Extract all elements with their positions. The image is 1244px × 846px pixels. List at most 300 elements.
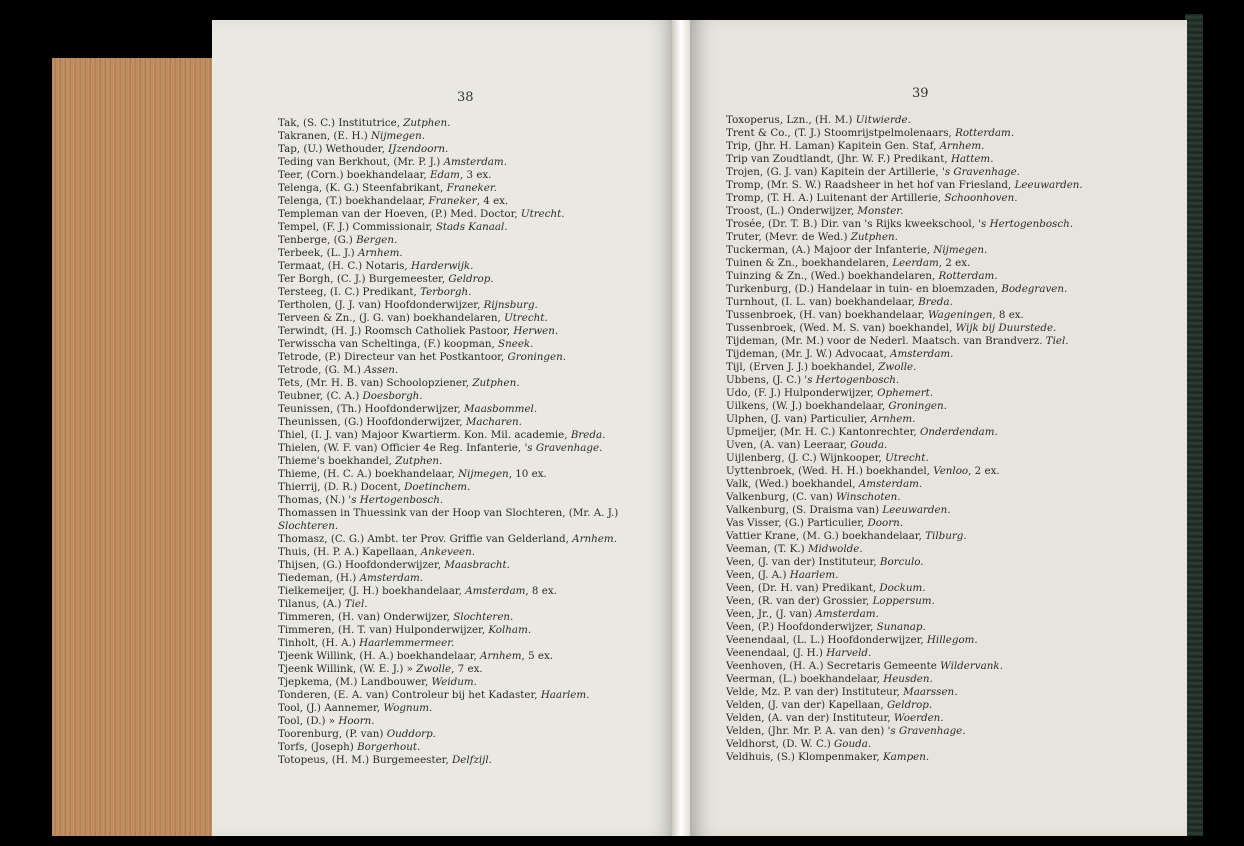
entry-place: Leeuwarden. (1014, 179, 1083, 191)
entry-place: Nijmegen (458, 468, 509, 480)
entry-text: Trent & Co., (T. J.) Stoomrijstpelmolenaars, (726, 127, 956, 139)
entry-place: Onderdendam. (919, 426, 998, 438)
directory-entry (726, 634, 1083, 647)
entry-place: Terborgh. (420, 286, 472, 298)
entry-place: Utrecht. (885, 452, 929, 464)
entry-text: Truter, (Mevr. de Wed.) (726, 231, 851, 243)
directory-entry (278, 533, 618, 546)
entry-text: , 2 ex. (968, 465, 1000, 477)
entry-text: Veen, (J. A.) (726, 569, 790, 581)
directory-entry (278, 286, 618, 299)
entry-text: Tuckerman, (A.) Majoor der Infanterie, (726, 244, 934, 256)
entry-place: Arnhem. (357, 247, 403, 259)
entry-place: Woerden. (893, 712, 944, 724)
directory-entry (278, 481, 618, 494)
directory-entry (726, 582, 1083, 595)
directory-entry (726, 413, 1083, 426)
entry-text: Trojen, (G. J. van) Kapitein der Artillerie, (726, 166, 942, 178)
directory-entry (726, 257, 1083, 270)
directory-entry (726, 530, 1083, 543)
book-cover-edge (1185, 14, 1203, 836)
directory-entry (726, 296, 1083, 309)
entry-place: Maarssen. (903, 686, 958, 698)
entry-text: Thielen, (W. F. van) Officier 4e Reg. Infanterie, (278, 442, 525, 454)
entry-text: Tielkemeijer, (J. H.) boekhandelaar, (278, 585, 466, 597)
entry-text: Trip, (Jhr. H. Laman) Kapitein Gen. Staf, (726, 140, 940, 152)
entry-text: Tromp, (Mr. S. W.) Raadsheer in het hof van Friesland, (726, 179, 1015, 191)
directory-entry (726, 400, 1083, 413)
directory-entry (726, 218, 1083, 231)
entry-text: Udo, (F. J.) Hulponderwijzer, (726, 387, 878, 399)
directory-entry (726, 309, 1083, 322)
entry-place: Zwolle. (878, 361, 917, 373)
entry-place: Maasbommel. (464, 403, 538, 415)
entry-place: Arnhem. (572, 533, 617, 545)
directory-entry (726, 426, 1083, 439)
directory-entry (278, 611, 618, 624)
directory-entry (278, 663, 618, 676)
entry-text: Terbeek, (L. J.) (278, 247, 358, 259)
entry-text: Troost, (L.) Onderwijzer, (726, 205, 858, 217)
entry-place: Gouda. (850, 439, 888, 451)
directory-entry (726, 673, 1083, 686)
entry-text: Tussenbroek, (H. van) boekhandelaar, (726, 309, 928, 321)
directory-entry (726, 270, 1083, 283)
entry-place: Macharen. (465, 416, 522, 428)
page-number-left: 38 (457, 90, 474, 105)
directory-entry (278, 598, 618, 611)
entry-place: Hoorn. (338, 715, 375, 727)
directory-entry (726, 517, 1083, 530)
directory-entry (278, 221, 618, 234)
directory-entry (726, 478, 1083, 491)
entry-text: Termaat, (H. C.) Notaris, (278, 260, 411, 272)
directory-entry (278, 585, 618, 598)
entry-place: IJzendoorn. (388, 143, 449, 155)
entry-text: Tempel, (F. J.) Commissionair, (278, 221, 436, 233)
entry-text: Tjeenk Willink, (H. A.) boekhandelaar, (278, 650, 481, 662)
directory-entry (726, 283, 1083, 296)
directory-entry (726, 179, 1083, 192)
directory-entry (726, 192, 1083, 205)
entry-place: Dockum. (879, 582, 926, 594)
entry-place: Rotterdam. (938, 270, 998, 282)
entry-place: Wageningen (927, 309, 993, 321)
entry-text: Tinholt, (H. A.) (278, 637, 360, 649)
directory-entry (278, 676, 618, 689)
entry-place: Utrecht. (504, 312, 548, 324)
entry-place: Tiel. (1045, 335, 1069, 347)
directory-entry (278, 247, 618, 260)
entry-text: Vas Visser, (G.) Particulier, (726, 517, 868, 529)
directory-entry (726, 751, 1083, 764)
directory-entry (726, 361, 1083, 374)
directory-entry (278, 572, 618, 585)
left-page-entries (278, 117, 618, 767)
entry-text: Timmeren, (H. T. van) Hulponderwijzer, (278, 624, 489, 636)
directory-entry (278, 728, 618, 741)
entry-place: Haarlem. (540, 689, 590, 701)
entry-place: Wognum. (383, 702, 433, 714)
entry-text: Teer, (Corn.) boekhandelaar, (278, 169, 430, 181)
directory-entry (278, 351, 618, 364)
entry-text: Tool, (D.) » (278, 715, 339, 727)
entry-place: Kampen. (882, 751, 930, 763)
entry-text: Uilkens, (W. J.) boekhandelaar, (726, 400, 889, 412)
directory-entry (278, 312, 618, 325)
directory-entry (726, 348, 1083, 361)
entry-text: Tuinzing & Zn., (Wed.) boekhandelaren, (726, 270, 939, 282)
entry-place: Heusden. (883, 673, 933, 685)
entry-place: Hattem. (950, 153, 994, 165)
entry-text: Tets, (Mr. H. B. van) Schoolopziener, (278, 377, 473, 389)
entry-text: , 8 ex. (992, 309, 1024, 321)
entry-place: Bodegraven. (1001, 283, 1068, 295)
directory-entry (726, 569, 1083, 582)
entry-text: Velden, (J. van der) Kapellaan, (726, 699, 887, 711)
entry-place: Rijnsburg. (483, 299, 538, 311)
entry-place: Maasbracht. (444, 559, 510, 571)
left-page (212, 20, 675, 836)
directory-entry (278, 403, 618, 416)
entry-place: Amsterdam. (890, 348, 954, 360)
entry-place: Franeker. (446, 182, 497, 194)
page-number-right: 39 (912, 86, 929, 101)
directory-entry (278, 390, 618, 403)
entry-place: Nijmegen. (933, 244, 988, 256)
entry-text: Totopeus, (H. M.) Burgemeester, (278, 754, 453, 766)
entry-place: Groningen. (888, 400, 947, 412)
entry-text: Tetrode, (P.) Directeur van het Postkantoor, (278, 351, 508, 363)
entry-text: Veenendaal, (J. H.) (726, 647, 827, 659)
entry-text: Thomasz, (C. G.) Ambt. ter Prov. Griffie van Gelderland, (278, 533, 573, 545)
entry-text: Thieme's boekhandel, (278, 455, 396, 467)
entry-place: Amsterdam. (443, 156, 507, 168)
entry-text: Tjepkema, (M.) Landbouwer, (278, 676, 432, 688)
entry-place: Sneek. (498, 338, 534, 350)
directory-entry (726, 465, 1083, 478)
entry-place: 's Gravenhage. (887, 725, 966, 737)
entry-place: Arnhem. (870, 413, 916, 425)
entry-place: Weidum. (431, 676, 477, 688)
directory-entry (278, 429, 618, 442)
entry-place: 's Gravenhage. (524, 442, 603, 454)
entry-place: Arnhem. (939, 140, 985, 152)
entry-place: Delfzijl. (452, 754, 492, 766)
book-gutter (672, 20, 692, 836)
entry-place: Doesborgh. (362, 390, 423, 402)
entry-place: Groningen. (507, 351, 566, 363)
entry-place: Breda. (570, 429, 606, 441)
directory-entry (278, 182, 618, 195)
entry-place: Borculo. (879, 556, 924, 568)
entry-place: Wildervank. (940, 660, 1003, 672)
directory-entry (726, 556, 1083, 569)
entry-place: Herwen. (513, 325, 559, 337)
entry-place: Haarlemmermeer. (359, 637, 455, 649)
entry-place: Wijk bij Duurstede. (955, 322, 1057, 334)
directory-entry (278, 637, 618, 650)
entry-place: Borgerhout. (357, 741, 421, 753)
directory-entry (726, 647, 1083, 660)
entry-place: Amsterdam (465, 585, 526, 597)
entry-place: 's Hertogenbosch. (348, 494, 444, 506)
entry-text: Ulphen, (J. van) Particulier, (726, 413, 871, 425)
directory-entry (726, 699, 1083, 712)
directory-entry (726, 543, 1083, 556)
entry-place: Zutphen. (403, 117, 451, 129)
directory-entry (278, 468, 618, 481)
entry-text: Toorenburg, (P. van) (278, 728, 387, 740)
entry-place: Ophemert. (877, 387, 934, 399)
directory-entry (726, 244, 1083, 257)
directory-entry (278, 208, 618, 221)
entry-text: Tak, (S. C.) Institutrice, (278, 117, 404, 129)
entry-text: Thijsen, (G.) Hoofdonderwijzer, (278, 559, 445, 571)
entry-text: Tilanus, (A.) (278, 598, 345, 610)
entry-text: Tersteeg, (I. C.) Predikant, (278, 286, 421, 298)
entry-text: Veen, (J. van der) Instituteur, (726, 556, 880, 568)
directory-entry (278, 702, 618, 715)
directory-entry (278, 260, 618, 273)
entry-place: 's Gravenhage. (941, 166, 1020, 178)
directory-entry (726, 335, 1083, 348)
entry-place: Monster. (857, 205, 904, 217)
entry-place: Leeuwarden. (882, 504, 951, 516)
directory-entry (278, 442, 618, 455)
entry-text: Velden, (Jhr. Mr. P. A. van den) (726, 725, 888, 737)
entry-text: Telenga, (T.) boekhandelaar, (278, 195, 429, 207)
entry-place: Ouddorp. (386, 728, 436, 740)
entry-text: Thomassen in Thuessink van der Hoop van Slochteren, (Mr. A. J.) (278, 507, 619, 519)
entry-text: , 5 ex. (521, 650, 554, 662)
directory-entry (278, 364, 618, 377)
entry-place: Amsterdam. (858, 478, 923, 490)
entry-text: Tap, (U.) Wethouder, (278, 143, 389, 155)
entry-place: Geldrop. (886, 699, 933, 711)
directory-entry (278, 754, 618, 767)
directory-entry (278, 195, 618, 208)
entry-text: Tertholen, (J. J. van) Hoofdonderwijzer, (278, 299, 484, 311)
entry-text: , 7 ex. (451, 663, 483, 675)
directory-entry (726, 374, 1083, 387)
entry-text: Toxoperus, Lzn., (H. M.) (726, 114, 856, 126)
entry-place: Haarlem. (789, 569, 839, 581)
directory-entry (278, 689, 618, 702)
entry-place: Zutphen. (850, 231, 898, 243)
directory-entry (278, 338, 618, 351)
entry-place: Doorn. (867, 517, 904, 529)
entry-text: Torfs, (Joseph) (278, 741, 358, 753)
entry-text: Theunissen, (G.) Hoofdonderwijzer, (278, 416, 466, 428)
entry-text: Terveen & Zn., (J. G. van) boekhandelaren, (278, 312, 505, 324)
entry-place: Slochteren. (278, 520, 339, 532)
directory-entry (726, 712, 1083, 725)
directory-entry (726, 725, 1083, 738)
entry-text: , 8 ex. (525, 585, 557, 597)
entry-place: Amsterdam. (359, 572, 423, 584)
entry-text: Ubbens, (J. C.) (726, 374, 805, 386)
directory-entry (278, 559, 618, 572)
entry-text: Veerman, (L.) boekhandelaar, (726, 673, 884, 685)
entry-text: Thieme, (H. C. A.) boekhandelaar, (278, 468, 459, 480)
entry-text: Teding van Berkhout, (Mr. P. J.) (278, 156, 444, 168)
directory-entry (278, 507, 618, 520)
directory-entry (278, 546, 618, 559)
directory-entry (278, 520, 618, 533)
entry-text: Terwisscha van Scheltinga, (F.) koopman, (278, 338, 499, 350)
entry-place: Leerdam (892, 257, 939, 269)
entry-text: Tool, (J.) Aannemer, (278, 702, 384, 714)
entry-text: Tjeenk Willink, (W. E. J.) » (278, 663, 417, 675)
entry-place: Stads Kanaal. (435, 221, 508, 233)
entry-text: Telenga, (K. G.) Steenfabrikant, (278, 182, 447, 194)
entry-text: Veeman, (T. K.) (726, 543, 808, 555)
entry-text: Tonderen, (E. A. van) Controleur bij het Kadaster, (278, 689, 541, 701)
entry-text: Trosée, (Dr. T. B.) Dir. van 's Rijks kweekschool, (726, 218, 979, 230)
entry-place: Kolham. (488, 624, 532, 636)
entry-place: Breda. (918, 296, 953, 308)
entry-text: Teubner, (C. A.) (278, 390, 363, 402)
directory-entry (726, 166, 1083, 179)
entry-place: Arnhem (480, 650, 522, 662)
right-page-entries (726, 114, 1083, 764)
directory-entry (726, 114, 1083, 127)
directory-entry (278, 273, 618, 286)
entry-place: Tilburg. (925, 530, 967, 542)
entry-place: Uitwierde. (855, 114, 911, 126)
entry-text: Thiel, (I. J. van) Majoor Kwartierm. Kon. Mil. academie, (278, 429, 571, 441)
entry-text: Thuis, (H. P. A.) Kapellaan, (278, 546, 421, 558)
entry-text: Veldhuis, (S.) Klompenmaker, (726, 751, 883, 763)
entry-text: Timmeren, (H. van) Onderwijzer, (278, 611, 454, 623)
directory-entry (278, 455, 618, 468)
directory-entry (726, 127, 1083, 140)
entry-place: Doetinchem. (404, 481, 471, 493)
entry-place: Ankeveen. (420, 546, 476, 558)
entry-text: Teunissen, (Th.) Hoofdonderwijzer, (278, 403, 465, 415)
entry-text: Valkenburg, (C. van) (726, 491, 837, 503)
entry-text: Veenhoven, (H. A.) Secretaris Gemeente (726, 660, 941, 672)
directory-entry (278, 169, 618, 182)
entry-place: Schoonhoven. (944, 192, 1018, 204)
entry-text: Uyttenbroek, (Wed. H. H.) boekhandel, (726, 465, 934, 477)
entry-place: Utrecht. (520, 208, 565, 220)
entry-text: Vattier Krane, (M. G.) boekhandelaar, (726, 530, 926, 542)
entry-text: Tuinen & Zn., boekhandelaren, (726, 257, 893, 269)
directory-entry (278, 130, 618, 143)
directory-entry (726, 491, 1083, 504)
directory-entry (278, 650, 618, 663)
entry-text: Veen, (R. van der) Grossier, (726, 595, 873, 607)
entry-text: Thierrij, (D. R.) Docent, (278, 481, 405, 493)
entry-text: Tijdeman, (Mr. M.) voor de Nederl. Maatsch. van Brandverz. (726, 335, 1046, 347)
entry-text: Turnhout, (I. L. van) boekhandelaar, (726, 296, 919, 308)
directory-entry (278, 117, 618, 130)
entry-place: Edam (429, 169, 460, 181)
entry-place: Zutphen. (472, 377, 520, 389)
entry-place: Assen. (364, 364, 399, 376)
book-page-edges (52, 58, 212, 836)
entry-text: Tromp, (T. H. A.) Luitenant der Artillerie, (726, 192, 945, 204)
entry-text: Veen, (P.) Hoofdonderwijzer, (726, 621, 877, 633)
entry-text: Velde, Mz. P. van der) Instituteur, (726, 686, 904, 698)
directory-entry (278, 299, 618, 312)
entry-place: Zwolle (416, 663, 452, 675)
entry-text: Tetrode, (G. M.) (278, 364, 365, 376)
entry-place: Geldrop. (448, 273, 494, 285)
directory-entry (726, 153, 1083, 166)
entry-text: Uven, (A. van) Leeraar, (726, 439, 851, 451)
entry-text: Takranen, (E. H.) (278, 130, 372, 142)
entry-place: Bergen. (356, 234, 398, 246)
directory-entry (726, 322, 1083, 335)
entry-place: Gouda. (834, 738, 872, 750)
directory-entry (278, 624, 618, 637)
entry-text: Valkenburg, (S. Draisma van) (726, 504, 883, 516)
entry-text: , 2 ex. (938, 257, 971, 269)
entry-text: , 4 ex. (476, 195, 509, 207)
directory-entry (726, 231, 1083, 244)
entry-text: Valk, (Wed.) boekhandel, (726, 478, 859, 490)
directory-entry (278, 377, 618, 390)
directory-entry (726, 205, 1083, 218)
entry-place: Nijmegen. (371, 130, 425, 142)
directory-entry (278, 715, 618, 728)
directory-entry (726, 387, 1083, 400)
entry-text: Tijdeman, (Mr. J. W.) Advocaat, (726, 348, 891, 360)
entry-place: Loppersum. (872, 595, 935, 607)
entry-text: Upmeijer, (Mr. H. C.) Kantonrechter, (726, 426, 920, 438)
entry-place: 's Hertogenbosch. (978, 218, 1074, 230)
entry-text: Veen, (Dr. H. van) Predikant, (726, 582, 880, 594)
directory-entry (278, 325, 618, 338)
directory-entry (726, 621, 1083, 634)
directory-entry (726, 140, 1083, 153)
entry-place: Harveld. (826, 647, 872, 659)
entry-place: 's Hertogenbosch. (804, 374, 900, 386)
entry-text: Veen, Jr., (J. van) (726, 608, 816, 620)
directory-entry (278, 741, 618, 754)
entry-place: Winschoten. (836, 491, 901, 503)
directory-entry (726, 504, 1083, 517)
entry-text: Trip van Zoudtlandt, (Jhr. W. F.) Predikant, (726, 153, 951, 165)
entry-place: Harderwijk. (410, 260, 474, 272)
entry-text: Tijl, (Erven J. J.) boekhandel, (726, 361, 879, 373)
entry-place: Tiel. (344, 598, 368, 610)
directory-entry (726, 660, 1083, 673)
directory-entry (726, 439, 1083, 452)
entry-text: Thomas, (N.) (278, 494, 349, 506)
directory-entry (726, 608, 1083, 621)
entry-place: Zutphen. (395, 455, 443, 467)
directory-entry (278, 156, 618, 169)
entry-text: Turkenburg, (D.) Handelaar in tuin- en bloemzaden, (726, 283, 1002, 295)
entry-place: Amsterdam. (815, 608, 879, 620)
entry-text: Terwindt, (H. J.) Roomsch Catholiek Pastoor, (278, 325, 514, 337)
directory-entry (278, 494, 618, 507)
entry-text: Tiedeman, (H.) (278, 572, 360, 584)
directory-entry (726, 452, 1083, 465)
entry-text: Veldhorst, (D. W. C.) (726, 738, 835, 750)
directory-entry (726, 686, 1083, 699)
entry-text: , 10 ex. (508, 468, 547, 480)
directory-entry (278, 143, 618, 156)
entry-text: Tenberge, (G.) (278, 234, 357, 246)
entry-text: Templeman van der Hoeven, (P.) Med. Doctor, (278, 208, 521, 220)
entry-place: Hillegom. (926, 634, 978, 646)
entry-place: Sunanap. (876, 621, 926, 633)
